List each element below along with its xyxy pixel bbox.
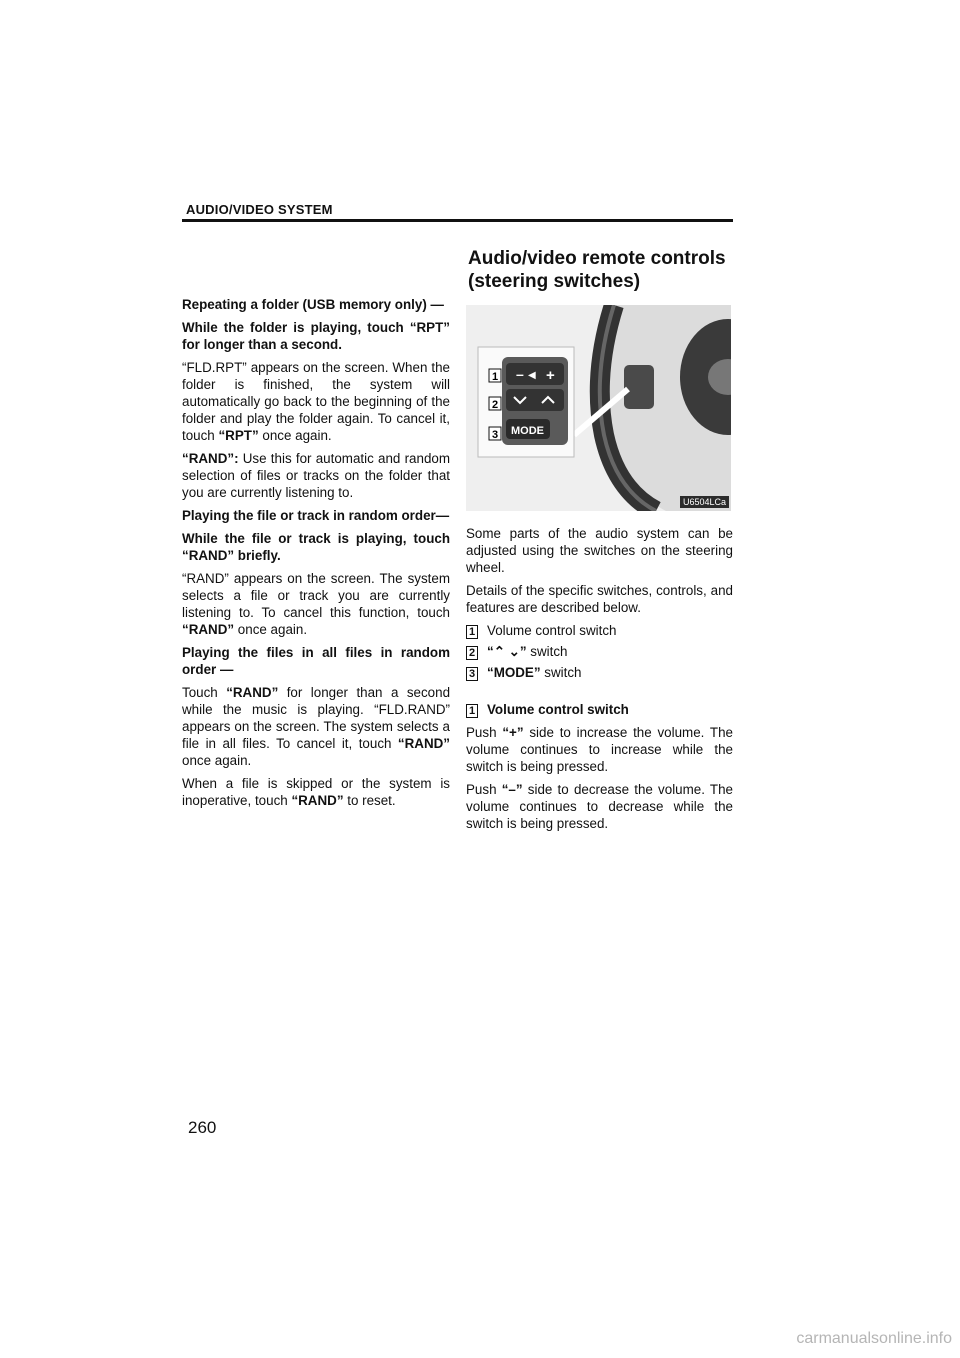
- subheading-num: 1: [466, 704, 478, 718]
- text: to reset.: [343, 793, 396, 808]
- rpt-label: “RPT”: [218, 428, 259, 443]
- plus-icon: +: [546, 367, 555, 384]
- text: once again.: [234, 622, 308, 637]
- rand-label: “RAND”: [182, 622, 235, 637]
- up-down-switch: [506, 389, 564, 411]
- text: side to increase the volume. The volume continues to increase while the switch is being pressed.: [466, 725, 733, 774]
- text: once again.: [258, 428, 332, 443]
- rand-label: “RAND”: [291, 793, 344, 808]
- rand-label: “RAND”: [226, 685, 279, 700]
- legend-item-2: [466, 643, 733, 660]
- paragraph-fld-rpt: [182, 359, 450, 444]
- text: for longer than a second while the music is playing. “FLD.RAND” appears on the screen. The system selects a file in all files. To cancel it, touch: [182, 685, 451, 751]
- heading-random-order: Playing the file or track in random order—: [182, 508, 450, 523]
- legend-num-3: 3: [466, 667, 478, 681]
- paragraph-decrease: [466, 781, 733, 832]
- subheading-volume: [466, 701, 733, 718]
- paragraph-details: Details of the specific switches, controls, and features are described below.: [466, 583, 733, 615]
- watermark[interactable]: carmanualsonline.info: [796, 1330, 952, 1347]
- text: When a file is skipped or the system is inoperative, touch: [182, 776, 450, 808]
- section-title: Audio/video remote controls (steering switches): [468, 248, 726, 292]
- minus-label: “–”: [501, 782, 523, 797]
- callout-3: 3: [492, 429, 499, 441]
- right-column: [466, 525, 733, 838]
- instruction-random-order: While the file or track is playing, touch “RAND” briefly.: [182, 531, 450, 563]
- legend-item-1: [466, 622, 733, 639]
- page-number: 260: [188, 1118, 217, 1137]
- heading-all-files-random: Playing the files in all files in random order —: [182, 645, 450, 677]
- text: “FLD.RPT” appears on the screen. When the folder is finished, the system will automatically go back to the beginning of the folder and play the folder again. To cancel it, touch: [182, 360, 450, 443]
- legend-num-1: 1: [466, 625, 478, 639]
- legend-num-2: 2: [466, 646, 478, 660]
- legend-text: switch: [526, 644, 568, 659]
- header-rule: [182, 219, 733, 222]
- plus-label: “+”: [502, 725, 524, 740]
- text: side to decrease the volume. The volume continues to decrease while the switch is being pressed.: [466, 782, 733, 831]
- small-switch-panel: [624, 365, 654, 409]
- paragraph-rand-screen: [182, 570, 450, 638]
- steering-wheel-illustration: [466, 305, 731, 511]
- figure-code: U6504LCa: [680, 496, 729, 508]
- running-header: AUDIO/VIDEO SYSTEM: [186, 202, 333, 217]
- text: once again.: [182, 753, 252, 768]
- callout-2: 2: [492, 399, 499, 411]
- text: “RAND” appears on the screen. The system selects a file or track you are currently listening to. To cancel this function, touch: [182, 571, 450, 620]
- instruction-repeat-folder: While the folder is playing, touch “RPT” for longer than a second.: [182, 320, 450, 352]
- callout-1: 1: [492, 371, 499, 383]
- rand-label: “RAND”:: [182, 451, 239, 466]
- text: Touch: [182, 685, 227, 700]
- legend-item-3: [466, 664, 733, 681]
- legend-text: Volume control switch: [487, 623, 617, 638]
- legend-text: switch: [540, 665, 582, 680]
- legend-bold: “MODE”: [487, 665, 541, 680]
- text: Push: [466, 725, 503, 740]
- legend-bold: “⌃ ⌄”: [487, 644, 527, 659]
- text: Push: [466, 782, 502, 797]
- subheading-text: Volume control switch: [487, 702, 629, 717]
- paragraph-rand: [182, 450, 450, 501]
- heading-repeat-folder: Repeating a folder (USB memory only) —: [182, 297, 444, 312]
- mode-label: MODE: [511, 425, 544, 437]
- text: Use this for automatic and random selection of files or tracks on the folder that you are currently listening to.: [182, 451, 450, 500]
- minus-icon: –: [516, 366, 524, 382]
- paragraph-intro: Some parts of the audio system can be adjusted using the switches on the steering wheel.: [466, 526, 733, 575]
- left-column: [182, 296, 450, 815]
- rand-label: “RAND”: [397, 736, 450, 751]
- paragraph-increase: [466, 724, 733, 775]
- steering-switch-figure: [466, 305, 731, 511]
- paragraph-reset: [182, 775, 450, 809]
- speaker-icon: ◀: [528, 370, 536, 381]
- paragraph-fld-rand: [182, 684, 450, 769]
